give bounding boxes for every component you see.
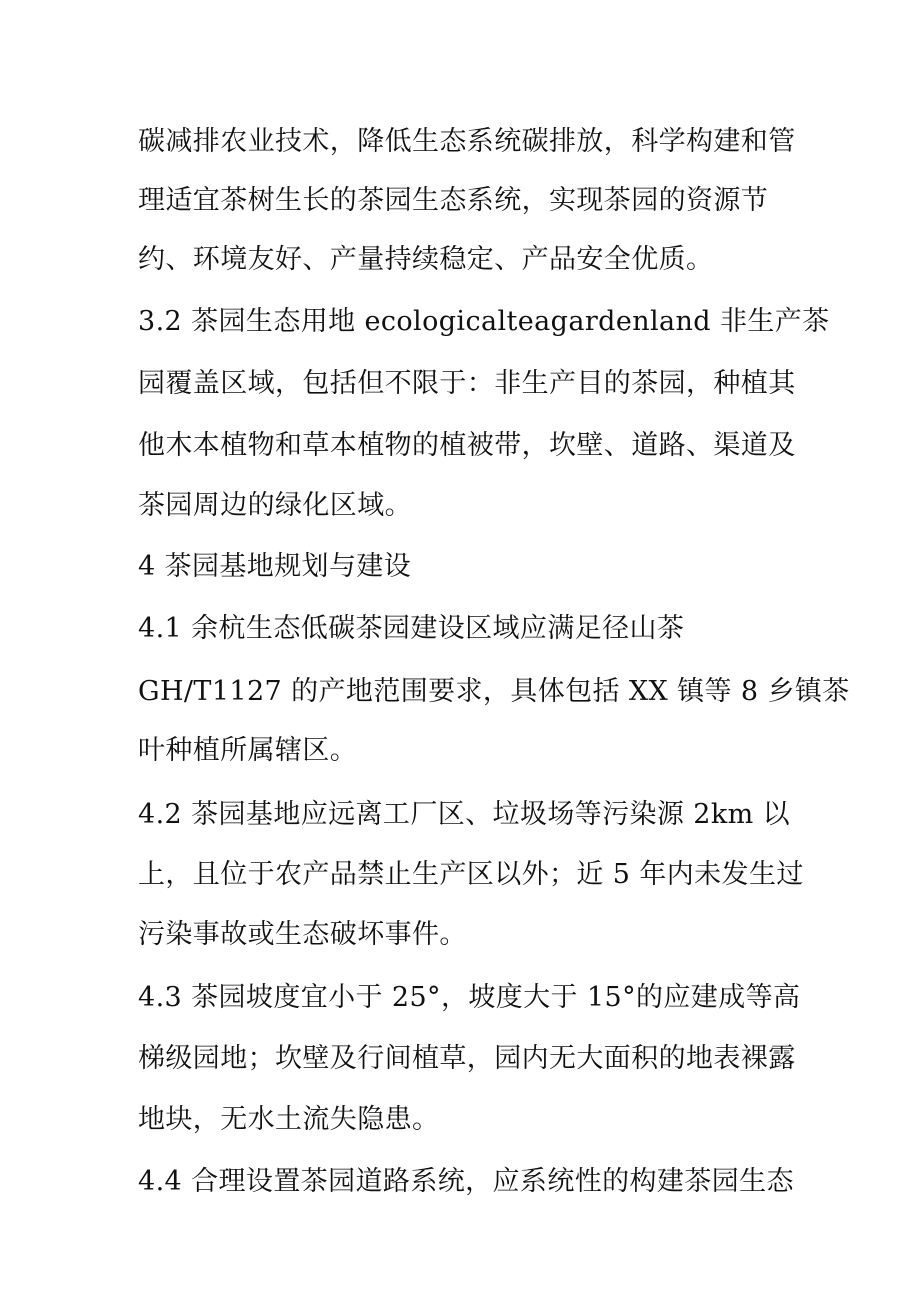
text-line: 地块，无水土流失隐患。	[138, 1104, 440, 1135]
section-3-2-line: 3.2 茶园生态用地 ecologicalteagardenland 非生产茶	[138, 306, 830, 337]
text-line: 梯级园地；坎壁及行间植草，园内无大面积的地表裸露	[138, 1043, 796, 1074]
section-4-4-line: 4.4 合理设置茶园道路系统，应系统性的构建茶园生态	[138, 1166, 794, 1197]
section-4-heading: 4 茶园基地规划与建设	[138, 551, 412, 582]
text-line: 理适宜茶树生长的茶园生态系统，实现茶园的资源节	[138, 185, 769, 216]
text-line: GH/T1127 的产地范围要求，具体包括 XX 镇等 8 乡镇茶	[138, 676, 850, 707]
text-line: 碳减排农业技术，降低生态系统碳排放，科学构建和管	[138, 126, 796, 157]
text-line: 约、环境友好、产量持续稳定、产品安全优质。	[138, 244, 714, 275]
text-line: 污染事故或生态破坏事件。	[138, 919, 467, 950]
text-line: 园覆盖区域，包括但不限于：非生产目的茶园，种植其	[138, 368, 796, 399]
text-line: 上，且位于农产品禁止生产区以外；近 5 年内未发生过	[138, 859, 804, 890]
section-4-2-line: 4.2 茶园基地应远离工厂区、垃圾场等污染源 2km 以	[138, 799, 791, 830]
text-line: 叶种植所属辖区。	[138, 735, 358, 766]
section-4-1-line: 4.1 余杭生态低碳茶园建设区域应满足径山茶	[138, 613, 685, 644]
section-4-3-line: 4.3 茶园坡度宜小于 25°，坡度大于 15°的应建成等高	[138, 982, 801, 1013]
text-line: 他木本植物和草本植物的植被带，坎壁、道路、渠道及	[138, 430, 796, 461]
text-line: 茶园周边的绿化区域。	[138, 490, 412, 521]
